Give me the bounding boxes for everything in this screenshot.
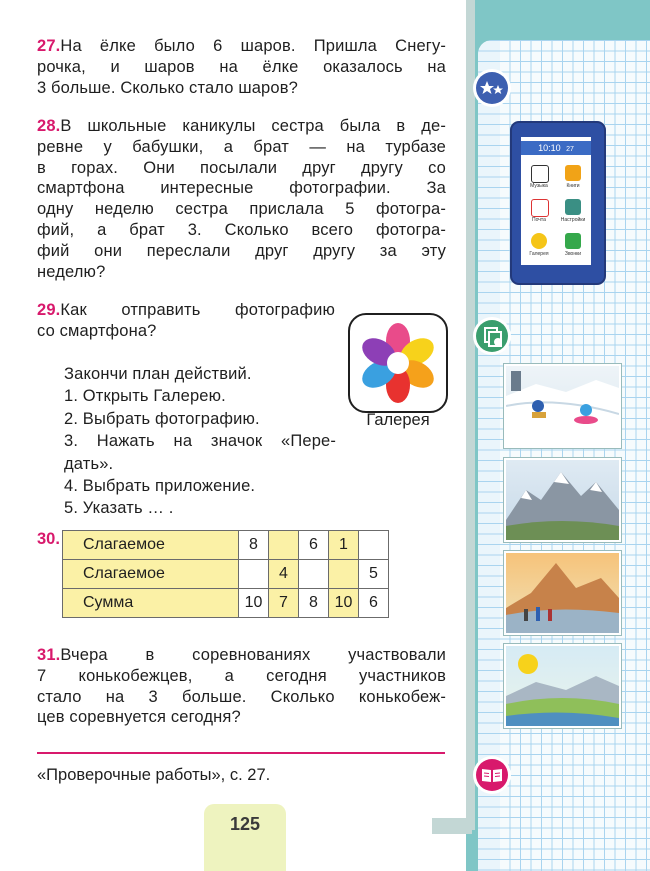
table-cell: 10 <box>329 589 359 618</box>
music-app-icon <box>531 165 549 183</box>
page-shadow <box>466 0 475 830</box>
plan-step: 1. Открыть Галерею. <box>64 387 226 406</box>
task-29-plan <box>64 363 336 520</box>
table-cell: 5 <box>359 560 389 589</box>
mountain-hikers-photo <box>504 551 621 635</box>
task-text-line: Как отправить фотографию <box>60 301 335 319</box>
table-cell: 6 <box>359 589 389 618</box>
table-cell: 10 <box>239 589 269 618</box>
table-row <box>63 560 389 589</box>
task-text-line: 3 больше. Сколько стало шаров? <box>37 78 298 97</box>
phone-app-icon <box>565 233 581 249</box>
task-text-line: цев соревнуется сегодня? <box>37 708 241 727</box>
divider <box>37 752 445 754</box>
app-label: Почта <box>532 217 546 223</box>
table-row <box>63 589 389 618</box>
plan-step: 4. Выбрать приложение. <box>64 477 256 496</box>
table-cell <box>359 531 389 560</box>
stars-icon <box>476 72 508 104</box>
app-label: Звонки <box>564 251 582 257</box>
row-label: Слагаемое <box>63 531 239 560</box>
task-number: 30. <box>37 530 60 548</box>
task-text-line: стало на 3 больше. Сколько конькобеж- <box>37 687 446 706</box>
table-cell <box>299 560 329 589</box>
task-text-line: в горах. Они посылали друг другу со <box>37 158 446 177</box>
table-cell: 6 <box>299 531 329 560</box>
task-number: 28. <box>37 117 61 135</box>
table-cell <box>329 560 359 589</box>
task-28 <box>37 116 446 282</box>
phone-status-bar <box>521 141 591 155</box>
task-text-line: В школьные каникулы сестра была в де- <box>60 117 446 135</box>
row-label: Слагаемое <box>63 560 239 589</box>
page-edge <box>432 818 472 834</box>
task-text-line: фий они переслали друг другу за эту <box>37 241 446 260</box>
task-31 <box>37 645 446 728</box>
task-text-line: неделю? <box>37 262 106 281</box>
book-icon <box>476 759 508 791</box>
table-cell: 4 <box>269 560 299 589</box>
gallery-flower-icon <box>348 313 448 413</box>
task-text-line: рочка, и шаров на ёлке оказалось на <box>37 57 446 76</box>
plan-step: 5. Указать … . <box>64 499 174 518</box>
task-number: 31. <box>37 646 61 664</box>
winter-photo-graphic <box>506 366 619 446</box>
table-cell: 8 <box>239 531 269 560</box>
table-cell <box>239 560 269 589</box>
task-29 <box>37 300 335 342</box>
valley-photo-graphic <box>506 646 619 726</box>
gallery-flower-graphic <box>350 315 446 411</box>
phone-time: 10:10 <box>538 143 561 153</box>
mountains-photo-graphic <box>506 460 619 540</box>
footnote: «Проверочные работы», с. 27. <box>37 766 271 784</box>
sunny-valley-photo <box>504 644 621 728</box>
plan-intro: Закончи план действий. <box>64 365 252 383</box>
row-label: Сумма <box>63 589 239 618</box>
page-number: 125 <box>229 814 261 834</box>
task-text-line: фий, а брат 3. Сколько всего фотогра- <box>37 220 446 239</box>
task-number: 27. <box>37 37 61 55</box>
task-text-line: одну неделю сестра прислала 5 фотогра- <box>37 200 446 219</box>
task-number: 29. <box>37 301 61 319</box>
plan-step: дать». <box>64 454 114 473</box>
table-cell: 1 <box>329 531 359 560</box>
table-row <box>63 531 389 560</box>
gallery-label: Галерея <box>366 411 430 429</box>
table-cell: 8 <box>299 589 329 618</box>
table-cell <box>269 531 299 560</box>
snowy-mountains-photo <box>504 458 621 542</box>
task-27 <box>37 36 446 98</box>
app-label: Книги <box>566 183 580 189</box>
app-label: Настройки <box>560 217 586 223</box>
plan-step: 2. Выбрать фотографию. <box>64 409 260 428</box>
table-cell: 7 <box>269 589 299 618</box>
task-text-line: со смартфона? <box>37 321 157 340</box>
winter-sledding-photo <box>504 364 621 448</box>
books-app-icon <box>565 165 581 181</box>
mail-app-icon <box>531 199 549 217</box>
gallery-app-icon <box>531 233 547 249</box>
phone-screen <box>521 137 591 265</box>
settings-app-icon <box>565 199 581 215</box>
stars-badge-icon <box>476 72 508 104</box>
copy-badge-icon <box>476 320 508 352</box>
copy-icon <box>476 320 508 352</box>
smartphone-icon <box>510 121 606 285</box>
task-text-line: смартфона интересные фотографии. За <box>37 179 446 198</box>
app-label: Музыка <box>530 183 548 189</box>
book-badge-icon <box>476 759 508 791</box>
app-label: Галерея <box>529 251 549 257</box>
graph-paper-strip <box>478 40 500 871</box>
sum-table <box>62 530 389 618</box>
task-text-line: 7 конькобежцев, а сегодня участников <box>37 666 446 685</box>
task-text-line: Вчера в соревнованиях участвовали <box>60 646 446 664</box>
plan-step: 3. Нажать на значок «Пере- <box>64 432 336 451</box>
task-text-line: На ёлке было 6 шаров. Пришла Снегу- <box>60 37 446 55</box>
phone-temp: 27 <box>566 146 574 153</box>
task-text-line: ревне у бабушки, а брат — на турбазе <box>37 137 446 156</box>
hikers-photo-graphic <box>506 553 619 633</box>
